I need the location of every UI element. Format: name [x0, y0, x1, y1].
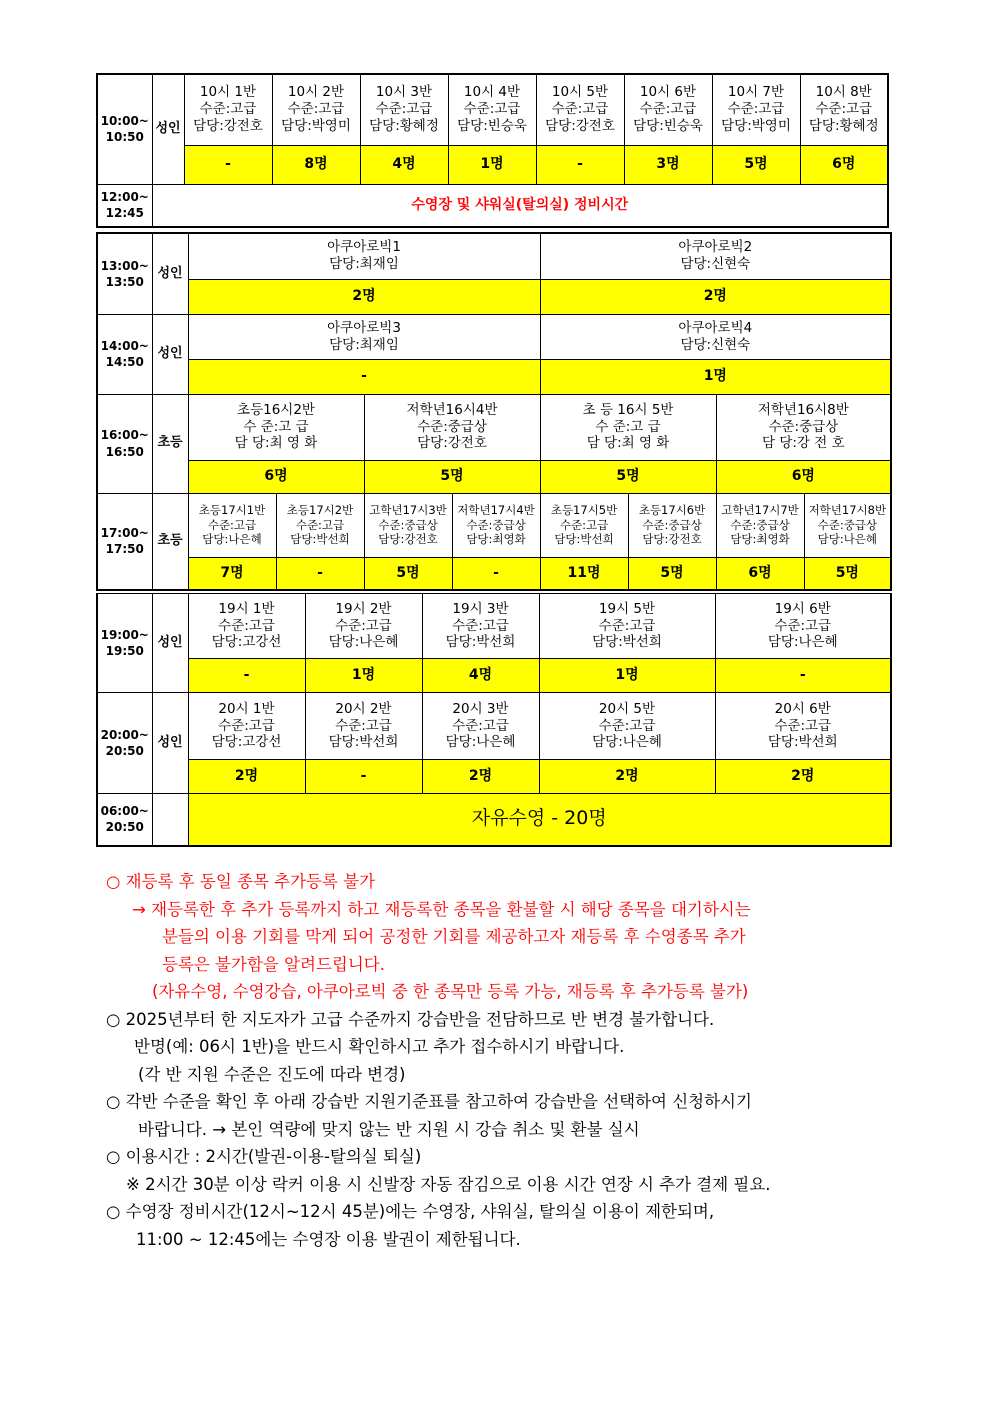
class-info-cell: 초등17시2반 수준:고급 담당:박선희	[276, 493, 364, 557]
notice-detail: 등록은 불가함을 알려드립니다.	[162, 954, 385, 974]
time-cell: 16:00~ 16:50	[97, 394, 152, 493]
row-19h-counts	[97, 659, 891, 693]
notice-item: ○ 각반 수준을 확인 후 아래 강습반 지원기준표를 참고하여 강습반을 선택하여 신청하시기	[106, 1092, 752, 1111]
enrollment-count: -	[452, 557, 540, 590]
row-17h	[97, 493, 891, 557]
class-info-cell: 초등16시2반 수 준:고 급 담 당:최 영 화	[188, 394, 364, 460]
enrollment-count: -	[276, 557, 364, 590]
enrollment-count: 1명	[305, 659, 422, 693]
row-13h	[97, 233, 891, 279]
class-info-cell: 10시 4반 수준:고급 담당:빈승욱	[448, 74, 536, 145]
maintenance-notice: 수영장 및 샤워실(탈의실) 정비시간	[152, 184, 888, 227]
class-info-cell: 초등17시5반 수준:고급 담당:박선희	[540, 493, 628, 557]
enrollment-count: 5명	[628, 557, 716, 590]
enrollment-count: 5명	[364, 557, 452, 590]
class-info-cell: 20시 6반 수준:고급 담당:박선희	[715, 693, 891, 760]
enrollment-count: 4명	[360, 145, 448, 184]
row-20h-counts	[97, 760, 891, 794]
enrollment-count: -	[715, 659, 891, 693]
time-cell: 12:00~ 12:45	[97, 184, 152, 227]
class-info-cell: 저학년17시8반 수준:중급상 담당:나은혜	[804, 493, 891, 557]
enrollment-count: 5명	[540, 460, 716, 493]
enrollment-count: 2명	[422, 760, 539, 794]
row-13h-counts	[97, 279, 891, 314]
class-info-cell: 아쿠아로빅1 담당:최재임	[188, 233, 540, 279]
notice-item: ○ 재등록 후 동일 종목 추가등록 불가	[106, 872, 376, 891]
category-cell: 성인	[152, 233, 188, 314]
time-cell: 20:00~ 20:50	[97, 693, 152, 794]
class-info-cell: 19시 1반 수준:고급 담당:고강선	[188, 594, 305, 659]
enrollment-count: -	[184, 145, 272, 184]
enrollment-count: 4명	[422, 659, 539, 693]
enrollment-count: 1명	[448, 145, 536, 184]
time-cell: 10:00~ 10:50	[97, 74, 152, 184]
class-info-cell: 저학년16시4반 수준:중급상 담당:강전호	[364, 394, 540, 460]
enrollment-count: -	[305, 760, 422, 794]
category-cell: 성인	[152, 74, 184, 184]
category-cell: 성인	[152, 594, 188, 693]
class-info-cell: 10시 1반 수준:고급 담당:강전호	[184, 74, 272, 145]
enrollment-count: 5명	[712, 145, 800, 184]
class-info-cell: 10시 3반 수준:고급 담당:황혜정	[360, 74, 448, 145]
enrollment-count: 5명	[364, 460, 540, 493]
notice-item: ○ 수영장 정비시간(12시~12시 45분)에는 수영장, 샤워실, 탈의실 이용이 제한되며,	[106, 1202, 715, 1221]
time-cell: 17:00~ 17:50	[97, 493, 152, 590]
class-info-cell: 아쿠아로빅2 담당:신현숙	[540, 233, 891, 279]
class-info-cell: 10시 5반 수준:고급 담당:강전호	[536, 74, 624, 145]
class-info-cell: 고학년17시7반 수준:중급상 담당:최영화	[716, 493, 804, 557]
class-info-cell: 아쿠아로빅3 담당:최재임	[188, 314, 540, 359]
class-info-cell: 20시 3반 수준:고급 담당:나은혜	[422, 693, 539, 760]
notice-item: ○ 2025년부터 한 지도자가 고급 수준까지 강습반을 전담하므로 반 변경 불가합니다.	[106, 1009, 715, 1029]
class-info-cell: 아쿠아로빅4 담당:신현숙	[540, 314, 891, 359]
free-swim-cell: 자유수영 - 20명	[188, 794, 891, 846]
row-19h	[97, 594, 891, 659]
category-cell: 성인	[152, 314, 188, 394]
notice-item: ○ 이용시간 : 2시간(발권-이용-탈의실 퇴실)	[106, 1147, 422, 1166]
class-info-cell: 19시 5반 수준:고급 담당:박선희	[539, 594, 715, 659]
class-info-cell: 19시 2반 수준:고급 담당:나은혜	[305, 594, 422, 659]
class-info-cell: 고학년17시3반 수준:중급상 담당:강전호	[364, 493, 452, 557]
class-info-cell: 초등17시6반 수준:중급상 담당:강전호	[628, 493, 716, 557]
class-info-cell: 10시 2반 수준:고급 담당:박영미	[272, 74, 360, 145]
row-14h	[97, 314, 891, 359]
notice-detail: 분들의 이용 기회를 막게 되어 공정한 기회를 제공하고자 재등록 후 수영종목 추가	[162, 927, 746, 946]
enrollment-count: -	[188, 659, 305, 693]
row-16h	[97, 394, 891, 460]
row-maintenance	[97, 184, 888, 227]
enrollment-count: 2명	[540, 279, 891, 314]
time-cell: 13:00~ 13:50	[97, 233, 152, 314]
enrollment-count: 5명	[804, 557, 891, 590]
class-info-cell: 19시 6반 수준:고급 담당:나은혜	[715, 594, 891, 659]
category-cell: 초등	[152, 493, 188, 590]
notice-detail: 11:00 ~ 12:45에는 수영장 이용 발권이 제한됩니다.	[136, 1229, 521, 1249]
notice-detail: (자유수영, 수영강습, 아쿠아로빅 중 한 종목만 등록 가능, 재등록 후 추가등록 불가)	[152, 982, 749, 1001]
notice-detail: (각 반 지원 수준은 진도에 따라 변경)	[138, 1064, 406, 1084]
class-info-cell: 저학년17시4반 수준:중급상 담당:최영화	[452, 493, 540, 557]
row-free-swim	[97, 794, 891, 846]
category-cell: 성인	[152, 693, 188, 794]
enrollment-count: 2명	[715, 760, 891, 794]
enrollment-count: 11명	[540, 557, 628, 590]
notice-detail: 반명(예: 06시 1반)을 반드시 확인하시고 추가 접수하시기 바랍니다.	[134, 1037, 625, 1056]
enrollment-count: 8명	[272, 145, 360, 184]
row-10h-counts	[97, 145, 888, 184]
enrollment-count: 6명	[716, 460, 891, 493]
enrollment-count: 2명	[539, 760, 715, 794]
time-cell: 06:00~ 20:50	[97, 794, 152, 846]
class-info-cell: 19시 3반 수준:고급 담당:박선희	[422, 594, 539, 659]
row-14h-counts	[97, 359, 891, 394]
enrollment-count: 7명	[188, 557, 276, 590]
notice-detail: 바랍니다. → 본인 역량에 맞지 않는 반 지원 시 강습 취소 및 환불 실시	[138, 1119, 640, 1139]
time-cell: 19:00~ 19:50	[97, 594, 152, 693]
enrollment-count: 2명	[188, 279, 540, 314]
notice-section	[106, 868, 906, 1253]
category-cell: 초등	[152, 394, 188, 493]
notice-detail: → 재등록한 후 추가 등록까지 하고 재등록한 종목을 환불할 시 해당 종목을 대기하시는	[132, 899, 751, 919]
class-info-cell: 20시 2반 수준:고급 담당:박선희	[305, 693, 422, 760]
enrollment-count: 6명	[716, 557, 804, 590]
row-10h	[97, 74, 888, 145]
class-info-cell: 저학년16시8반 수준:중급상 담 당:강 전 호	[716, 394, 891, 460]
row-20h	[97, 693, 891, 760]
class-info-cell: 10시 6반 수준:고급 담당:빈승욱	[624, 74, 712, 145]
enrollment-count: 1명	[539, 659, 715, 693]
morning-schedule-table	[96, 73, 889, 228]
class-info-cell: 20시 5반 수준:고급 담당:나은혜	[539, 693, 715, 760]
enrollment-count: 3명	[624, 145, 712, 184]
time-cell: 14:00~ 14:50	[97, 314, 152, 394]
enrollment-count: 2명	[188, 760, 305, 794]
row-16h-counts	[97, 460, 891, 493]
enrollment-count: 6명	[800, 145, 888, 184]
class-info-cell: 10시 7반 수준:고급 담당:박영미	[712, 74, 800, 145]
afternoon-schedule-table	[96, 232, 892, 591]
class-info-cell: 초 등 16시 5반 수 준:고 급 담 당:최 영 화	[540, 394, 716, 460]
class-info-cell: 초등17시1반 수준:고급 담당:나은혜	[188, 493, 276, 557]
category-cell-empty	[152, 794, 188, 846]
evening-schedule-table	[96, 593, 892, 847]
enrollment-count: -	[188, 359, 540, 394]
enrollment-count: -	[536, 145, 624, 184]
class-info-cell: 20시 1반 수준:고급 담당:고강선	[188, 693, 305, 760]
notice-detail: ※ 2시간 30분 이상 락커 이용 시 신발장 자동 잠김으로 이용 시간 연장 시 추가 결제 필요.	[126, 1174, 771, 1194]
enrollment-count: 1명	[540, 359, 891, 394]
class-info-cell: 10시 8반 수준:고급 담당:황혜정	[800, 74, 888, 145]
row-17h-counts	[97, 557, 891, 590]
enrollment-count: 6명	[188, 460, 364, 493]
